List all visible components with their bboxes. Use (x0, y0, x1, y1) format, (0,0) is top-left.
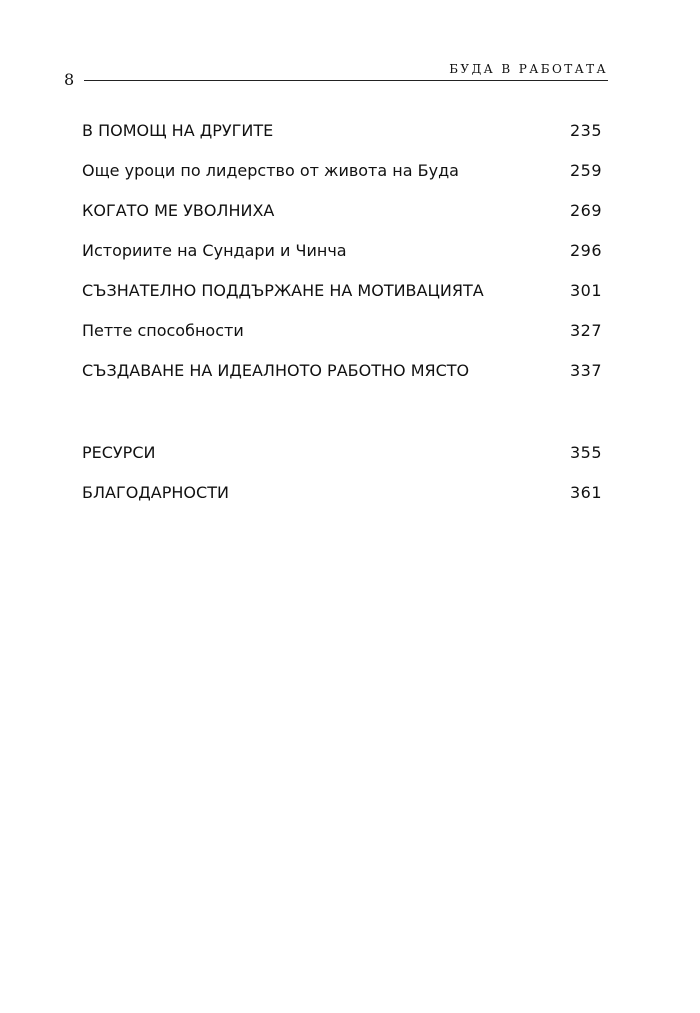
toc-entry-page: 361 (569, 483, 602, 502)
toc-entry-page: 301 (569, 281, 602, 300)
toc-entry-page: 269 (569, 201, 602, 220)
toc-entry (82, 360, 602, 382)
toc-entry-label: БЛАГОДАРНОСТИ (82, 483, 229, 502)
toc-entry (82, 482, 602, 504)
running-title: БУДА В РАБОТАТА (449, 62, 608, 76)
toc-entry-label: СЪЗДАВАНЕ НА ИДЕАЛНОТО РАБОТНО МЯСТО (82, 361, 470, 380)
header-rule (84, 80, 608, 81)
toc-entry (82, 280, 602, 302)
toc-entry (82, 200, 602, 222)
toc-entry (82, 320, 602, 342)
toc-entry (82, 120, 602, 142)
toc-entry-page: 327 (569, 321, 602, 340)
toc-entry-page: 296 (569, 241, 602, 260)
toc-entry-label: СЪЗНАТЕЛНО ПОДДЪРЖАНЕ НА МОТИВАЦИЯТА (82, 281, 484, 300)
toc-entry-label: Още уроци по лидерство от живота на Буда (82, 161, 459, 180)
toc-entry-page: 259 (569, 161, 602, 180)
page-number: 8 (64, 70, 75, 89)
toc-entry (82, 160, 602, 182)
toc-entry-page: 337 (569, 361, 602, 380)
toc-entry-label: КОГАТО МЕ УВОЛНИХА (82, 201, 275, 220)
toc-entry (82, 442, 602, 464)
toc-entry-label: РЕСУРСИ (82, 443, 156, 462)
toc-entry-label: Историите на Сундари и Чинча (82, 241, 347, 260)
toc-entry-page: 235 (569, 121, 602, 140)
toc-entry-label: В ПОМОЩ НА ДРУГИТЕ (82, 121, 274, 140)
toc-entry (82, 240, 602, 262)
toc-entry-label: Петте способности (82, 321, 244, 340)
toc-entry-page: 355 (569, 443, 602, 462)
